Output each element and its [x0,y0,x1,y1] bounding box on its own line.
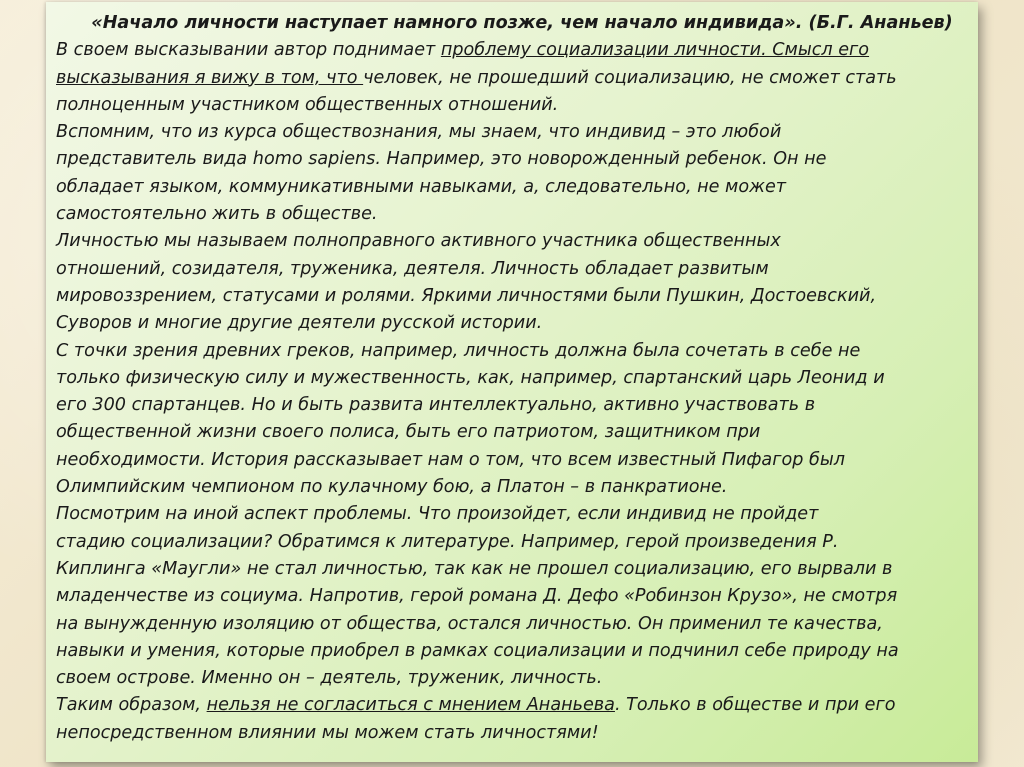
slide-panel [46,2,978,762]
essay-line [56,310,968,337]
essay-line [56,419,968,446]
line-text: необходимости. История рассказывает нам о том, что всем известный Пифагор был [56,449,845,470]
essay-paragraph [56,228,968,337]
line-text: обладает языком, коммуникативными навыками, а, следовательно, не может [56,176,787,197]
line-text: общественной жизни своего полиса, быть его патриотом, защитником при [56,422,761,443]
essay-line [56,283,968,310]
essay-line [56,256,968,283]
essay-line [56,37,968,64]
line-text: Посмотрим на иной аспект проблемы. Что произойдет, если индивид не пройдет [56,504,819,525]
essay-line [56,201,968,228]
essay-line [56,365,968,392]
line-text: только физическую силу и мужественность, как, например, спартанский царь Леонид и [56,367,885,388]
essay-line [56,529,968,556]
essay-paragraph [56,37,968,119]
essay-document [56,10,968,747]
line-text: С точки зрения древних греков, например, личность должна была сочетать в себе не [56,340,861,361]
line-text: отношений, созидателя, труженика, деятеля. Личность обладает развитым [56,258,769,279]
line-text: на вынужденную изоляцию от общества, остался личностью. Он применил те качества, [56,613,883,634]
line-text: Вспомним, что из курса обществознания, мы знаем, что индивид – это любой [56,122,782,143]
underlined-phrase: проблему социализации личности. Смысл его [440,40,870,61]
line-text: мировоззрением, статусами и ролями. Яркими личностями были Пушкин, Достоевский, [56,285,877,306]
essay-line [56,228,968,255]
underlined-phrase: высказывания я вижу в том, что [56,67,364,88]
line-text: . Только в обществе и при его [614,695,896,716]
line-text: Таким образом, [56,695,207,716]
essay-line [56,692,968,719]
line-text: Суворов и многие другие деятели русской истории. [56,313,543,334]
essay-body [56,37,968,747]
line-text: человек, не прошедший социализацию, не сможет стать [363,67,897,88]
essay-line [56,92,968,119]
essay-line [56,611,968,638]
essay-paragraph [56,119,968,228]
essay-line [56,583,968,610]
essay-line [56,392,968,419]
line-text: непосредственном влиянии мы можем стать личностями! [56,722,599,743]
line-text: В своем высказывании автор поднимает [56,40,441,61]
essay-paragraph [56,501,968,692]
line-text: его 300 спартанцев. Но и быть развита интеллектуально, активно участвовать в [56,395,816,416]
essay-paragraph [56,692,968,747]
essay-line [56,65,968,92]
line-text: младенчестве из социума. Напротив, герой романа Д. Дефо «Робинзон Крузо», не смотря [56,586,898,607]
essay-line [56,174,968,201]
essay-line [56,720,968,747]
line-text: своем острове. Именно он – деятель, труженик, личность. [56,668,603,689]
line-text: Личностью мы называем полноправного активного участника общественных [56,231,781,252]
line-text: стадию социализации? Обратимся к литературе. Например, герой произведения Р. [56,531,839,552]
line-text: представитель вида homo sapiens. Например, это новорожденный ребенок. Он не [56,149,827,170]
line-text: навыки и умения, которые приобрел в рамках социализации и подчинил себе природу на [56,640,899,661]
underlined-phrase: нельзя не согласиться с мнением Ананьева [206,695,615,716]
essay-line [56,556,968,583]
essay-line [56,447,968,474]
essay-paragraph [56,338,968,502]
line-text: полноценным участником общественных отношений. [56,94,559,115]
essay-line [56,474,968,501]
essay-line [56,119,968,146]
line-text: Олимпийским чемпионом по кулачному бою, а Платон – в панкратионе. [56,477,728,498]
essay-line [56,146,968,173]
essay-line [56,501,968,528]
line-text: самостоятельно жить в обществе. [56,204,378,225]
line-text: Киплинга «Маугли» не стал личностью, так как не прошел социализацию, его вырвали в [56,558,893,579]
essay-line [56,638,968,665]
essay-title: «Начало личности наступает намного позже, чем начало индивида». (Б.Г. Ананьев) [91,13,953,33]
essay-line [56,665,968,692]
essay-line [56,338,968,365]
